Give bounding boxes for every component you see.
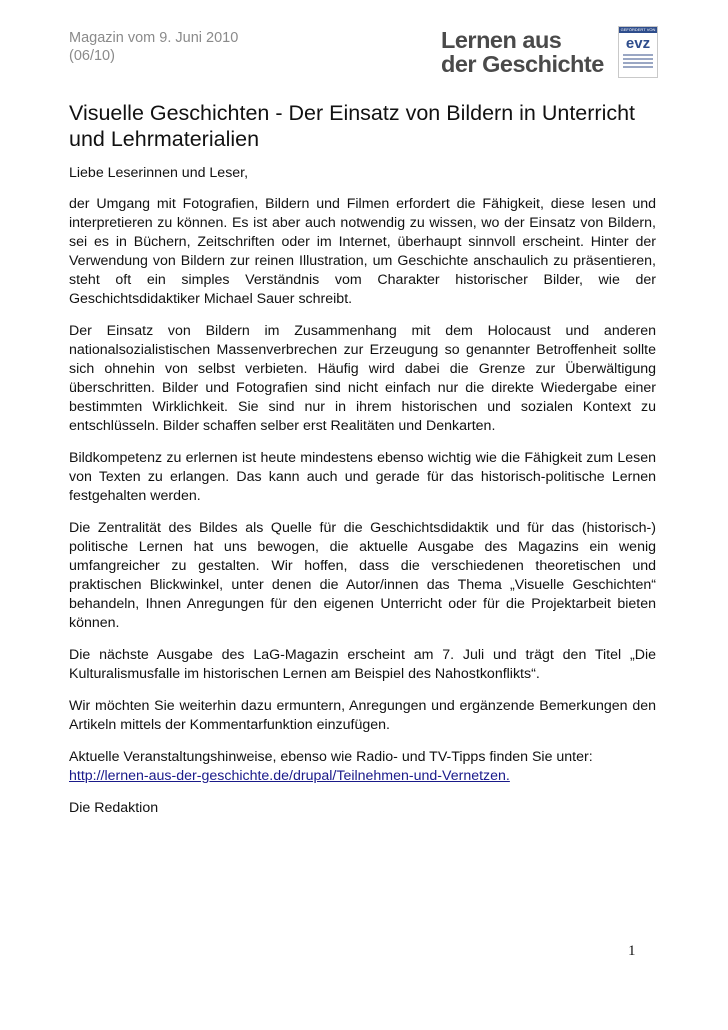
badge-sponsor-label: GEFÖRDERT VON (620, 27, 656, 32)
evz-foundation-logo (618, 26, 658, 78)
logo-line-2: der Geschichte (441, 51, 604, 77)
events-link[interactable]: http://lernen-aus-der-geschichte.de/drupal/Teilnehmen-und-Vernetzen. (69, 768, 510, 784)
article-title: Visuelle Geschichten - Der Einsatz von Bildern in Unterricht und Lehrmaterialien (69, 101, 636, 151)
article (69, 100, 656, 831)
paragraph-5: Die nächste Ausgabe des LaG-Magazin erscheint am 7. Juli und trägt den Titel „Die Kulturalismusfalle im historischen Lernen am Beispiel des Nahostkonflikts“. (69, 647, 656, 682)
issue-info (69, 29, 238, 65)
paragraph-1: der Umgang mit Fotografien, Bildern und Filmen erfordert die Fähigkeit, diese lesen und interpretieren zu können. Es ist aber auch notwendig zu wissen, wo der Einsatz von Bildern, sei es in Büchern, Zeitschriften oder im Internet, überhaupt sinnvoll erscheint. Hinter der Verwendung von Bildern zur reinen Illustration, um Geschichte anschaulich zu präsentieren, steht oft ein simples Verständnis vom Charakter historischer Bilder, wie der Geschichtsdidaktiker Michael Sauer schreibt. (69, 196, 656, 307)
signature: Die Redaktion (69, 800, 159, 816)
salutation: Liebe Leserinnen und Leser, (69, 165, 249, 181)
lernen-aus-der-geschichte-logo (441, 28, 604, 76)
page-number: 1 (628, 943, 636, 959)
badge-subtitle-lines (623, 54, 653, 68)
paragraph-6: Wir möchten Sie weiterhin dazu ermuntern, Anregungen und ergänzende Bemerkungen den Artikeln mittels der Kommentarfunktion einzufügen. (69, 698, 656, 733)
paragraph-2: Der Einsatz von Bildern im Zusammenhang mit dem Holocaust und anderen nationalsozialistischen Massenverbrechen zur Erzeugung so genannter Betroffenheit sollte sich ohnehin von selbst verbieten. Häufig wird dabei die Grenze zur Überwältigung überschritten. Bilder und Fotografien sind nicht einfach nur die direkte Wiedergabe einer bestimmten Wirklichkeit. Sie sind nur in ihrem historischen und sozialen Kontext zu entschlüsseln. Bilder schaffen selber erst Realitäten und Denkarten. (69, 323, 656, 434)
issue-number: (06/10) (69, 48, 115, 64)
evz-mark: evz (625, 35, 651, 52)
logo-line-1: Lernen aus (441, 27, 562, 53)
paragraph-3: Bildkompetenz zu erlernen ist heute mindestens ebenso wichtig wie die Fähigkeit zum Lesen von Texten zu erlangen. Das kann auch und gerade für das historisch-politische Lernen festgehalten werden. (69, 450, 656, 504)
issue-date: Magazin vom 9. Juni 2010 (69, 30, 239, 46)
events-paragraph (69, 748, 656, 786)
events-text: Aktuelle Veranstaltungshinweise, ebenso wie Radio- und TV-Tipps finden Sie unter: (69, 749, 593, 765)
paragraph-4: Die Zentralität des Bildes als Quelle für die Geschichtsdidaktik und für das (historisch-) politische Lernen hat uns bewogen, die aktuelle Ausgabe des Magazins ein wenig umfangreicher zu gestalten. Wir hoffen, dass die verschiedenen theoretischen und praktischen Blickwinkel, unter denen die Autor/innen das Thema „Visuelle Geschichten“ behandeln, Ihnen Anregungen für den eigenen Unterricht oder für die Projektarbeit bieten können. (69, 520, 656, 631)
